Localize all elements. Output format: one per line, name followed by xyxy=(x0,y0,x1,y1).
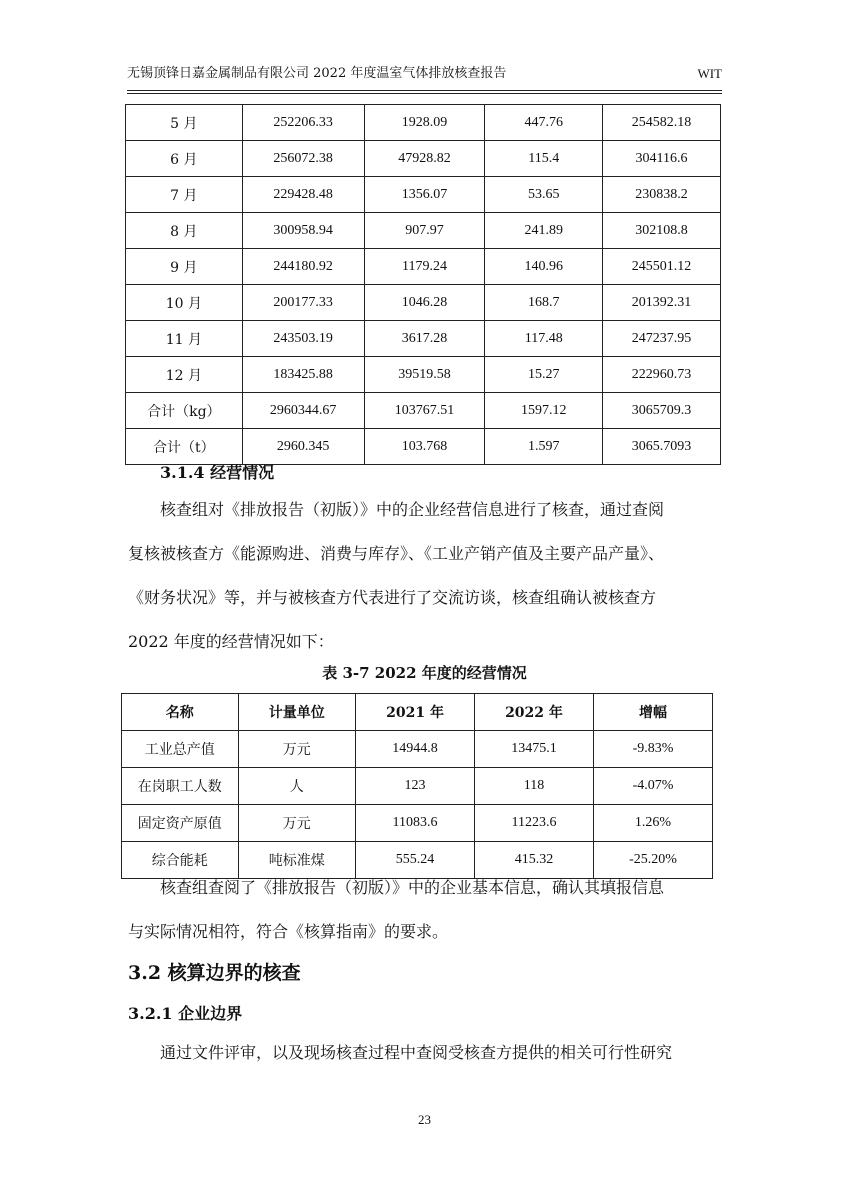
table-cell: 247237.95 xyxy=(603,321,721,357)
table-cell: 综合能耗 xyxy=(122,842,239,879)
table-cell: 39519.58 xyxy=(364,357,485,393)
table-cell: 8 月 xyxy=(126,213,243,249)
table-row xyxy=(122,768,713,805)
table-cell: 7 月 xyxy=(126,177,243,213)
paragraph-line: 核查组对《排放报告（初版）》中的企业经营信息进行了核查，通过查阅 xyxy=(160,500,665,519)
table-cell: 555.24 xyxy=(356,842,475,879)
table-cell: 14944.8 xyxy=(356,731,475,768)
paragraph-line: 通过文件评审，以及现场核查过程中查阅受核查方提供的相关可行性研究 xyxy=(160,1043,673,1062)
monthly-emissions-table xyxy=(125,104,721,465)
table-cell: 10 月 xyxy=(126,285,243,321)
table-cell: 53.65 xyxy=(485,177,603,213)
table-cell: 229428.48 xyxy=(242,177,364,213)
column-header: 名称 xyxy=(122,694,239,731)
table-cell: 256072.38 xyxy=(242,141,364,177)
table-row xyxy=(122,805,713,842)
table-cell: 3617.28 xyxy=(364,321,485,357)
table-row xyxy=(122,731,713,768)
table-row xyxy=(126,285,721,321)
table-cell: 人 xyxy=(238,768,356,805)
table-cell: 3065.7093 xyxy=(603,429,721,465)
table-cell: 123 xyxy=(356,768,475,805)
table-cell: 万元 xyxy=(238,805,356,842)
section-heading-3-2: 3.2 核算边界的核查 xyxy=(128,962,301,984)
table-cell: 6 月 xyxy=(126,141,243,177)
table-cell: 2960.345 xyxy=(242,429,364,465)
paragraph-line: 《财务状况》等，并与被核查方代表进行了交流访谈，核查组确认被核查方 xyxy=(128,588,657,607)
table-cell: 222960.73 xyxy=(603,357,721,393)
paragraph-line: 核查组查阅了《排放报告（初版）》中的企业基本信息，确认其填报信息 xyxy=(160,878,665,897)
table-cell: 11223.6 xyxy=(475,805,594,842)
table-cell: 9 月 xyxy=(126,249,243,285)
table-cell: 168.7 xyxy=(485,285,603,321)
table-cell: 103767.51 xyxy=(364,393,485,429)
table-cell: 2960344.67 xyxy=(242,393,364,429)
header-title: 无锡顶锋日嘉金属制品有限公司 2022 年度温室气体排放核查报告 xyxy=(127,66,507,81)
table-cell: 万元 xyxy=(238,731,356,768)
table-cell: 244180.92 xyxy=(242,249,364,285)
table-cell: 11083.6 xyxy=(356,805,475,842)
table-cell: 11 月 xyxy=(126,321,243,357)
table-cell: 工业总产值 xyxy=(122,731,239,768)
table-cell: 201392.31 xyxy=(603,285,721,321)
header-org: WIT xyxy=(697,66,722,81)
table-cell: 固定资产原值 xyxy=(122,805,239,842)
table-cell: 1.26% xyxy=(593,805,712,842)
operations-table xyxy=(121,693,713,879)
table-row xyxy=(126,141,721,177)
table-cell: 1356.07 xyxy=(364,177,485,213)
table-cell: 252206.33 xyxy=(242,105,364,141)
table-cell: 3065709.3 xyxy=(603,393,721,429)
table-cell: 415.32 xyxy=(475,842,594,879)
table-cell: 1928.09 xyxy=(364,105,485,141)
table-cell: 1.597 xyxy=(485,429,603,465)
table-row xyxy=(126,321,721,357)
table-cell: 12 月 xyxy=(126,357,243,393)
column-header: 计量单位 xyxy=(238,694,356,731)
section-3-1-4-paragraph xyxy=(128,488,724,664)
table-cell: 447.76 xyxy=(485,105,603,141)
table-cell: 103.768 xyxy=(364,429,485,465)
table-cell: -25.20% xyxy=(593,842,712,879)
table-caption: 表 3-7 2022 年度的经营情况 xyxy=(322,664,527,682)
table-row xyxy=(126,357,721,393)
table-cell: 140.96 xyxy=(485,249,603,285)
table-cell: 合计（t） xyxy=(126,429,243,465)
table-row xyxy=(126,105,721,141)
paragraph-line: 2022 年度的经营情况如下： xyxy=(128,632,334,651)
section-heading-3-2-1: 3.2.1 企业边界 xyxy=(128,1004,243,1023)
paragraph-line: 与实际情况相符，符合《核算指南》的要求。 xyxy=(128,922,449,941)
table-row xyxy=(126,213,721,249)
table-cell: 47928.82 xyxy=(364,141,485,177)
table-cell: 合计（kg） xyxy=(126,393,243,429)
section-3-2-1-paragraph xyxy=(128,1031,724,1075)
table-cell: 241.89 xyxy=(485,213,603,249)
page-header xyxy=(127,62,722,86)
table-cell: 254582.18 xyxy=(603,105,721,141)
table-cell: -4.07% xyxy=(593,768,712,805)
table-cell: 907.97 xyxy=(364,213,485,249)
table-cell: -9.83% xyxy=(593,731,712,768)
table-cell: 304116.6 xyxy=(603,141,721,177)
table-cell: 5 月 xyxy=(126,105,243,141)
table-cell: 吨标准煤 xyxy=(238,842,356,879)
column-header: 增幅 xyxy=(593,694,712,731)
header-rule xyxy=(127,90,722,94)
table-row xyxy=(126,177,721,213)
section-heading-3-1-4: 3.1.4 经营情况 xyxy=(160,463,275,482)
table-cell: 1179.24 xyxy=(364,249,485,285)
table-cell: 302108.8 xyxy=(603,213,721,249)
column-header: 2022 年 xyxy=(475,694,594,731)
table-cell: 118 xyxy=(475,768,594,805)
table-cell: 115.4 xyxy=(485,141,603,177)
table-cell: 200177.33 xyxy=(242,285,364,321)
table-row-total-kg xyxy=(126,393,721,429)
table-cell: 1597.12 xyxy=(485,393,603,429)
table-cell: 183425.88 xyxy=(242,357,364,393)
table-cell: 243503.19 xyxy=(242,321,364,357)
table-cell: 300958.94 xyxy=(242,213,364,249)
table-header-row xyxy=(122,694,713,731)
table-cell: 1046.28 xyxy=(364,285,485,321)
table-cell: 15.27 xyxy=(485,357,603,393)
table-cell: 245501.12 xyxy=(603,249,721,285)
column-header: 2021 年 xyxy=(356,694,475,731)
table-row xyxy=(126,249,721,285)
table-cell: 117.48 xyxy=(485,321,603,357)
table-cell: 13475.1 xyxy=(475,731,594,768)
table-cell: 在岗职工人数 xyxy=(122,768,239,805)
paragraph-line: 复核被核查方《能源购进、消费与库存》、《工业产销产值及主要产品产量》、 xyxy=(128,544,665,563)
page-number: 23 xyxy=(418,1112,431,1127)
after-table-paragraph xyxy=(128,866,724,954)
table-cell: 230838.2 xyxy=(603,177,721,213)
